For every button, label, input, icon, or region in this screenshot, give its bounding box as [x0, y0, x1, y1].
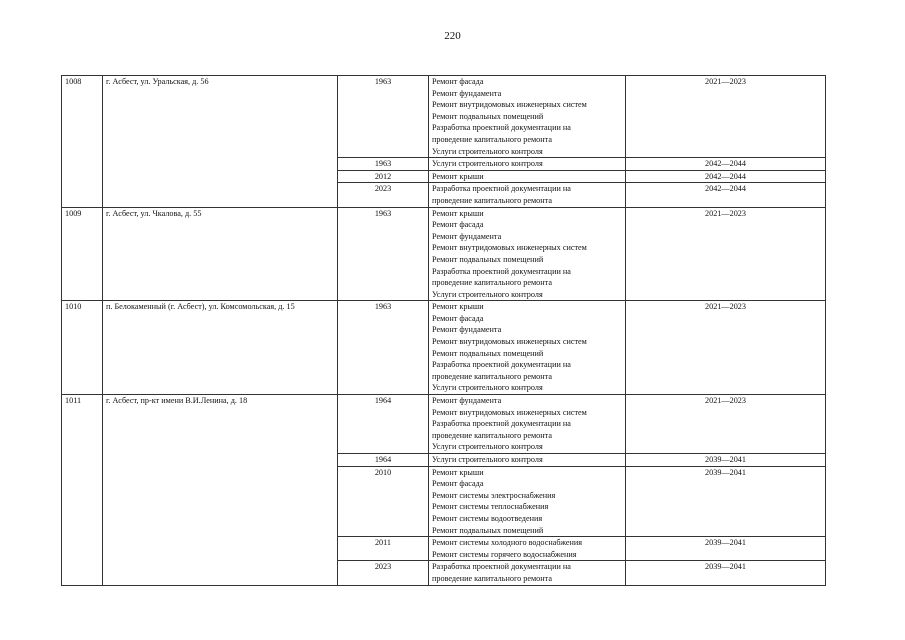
work-item: Разработка проектной документации на	[432, 123, 571, 133]
year-cell: 2012	[338, 170, 429, 183]
work-item: Ремонт внутридомовых инженерных систем	[432, 337, 587, 347]
year-cell: 1963	[338, 76, 429, 158]
year-cell: 2011	[338, 537, 429, 561]
work-item: Ремонт внутридомовых инженерных систем	[432, 100, 587, 110]
work-item: проведение капитального ремонта	[432, 371, 552, 381]
work-item: Ремонт внутридомовых инженерных систем	[432, 243, 587, 253]
work-item: Ремонт фасада	[432, 313, 484, 323]
work-item: Разработка проектной документации на	[432, 266, 571, 276]
works-cell	[429, 207, 626, 301]
work-item: Ремонт фундамента	[432, 88, 502, 98]
work-item: Ремонт внутридомовых инженерных систем	[432, 407, 587, 417]
work-item: Ремонт крыши	[432, 302, 484, 312]
table-row	[62, 76, 826, 158]
period-cell: 2039—2041	[626, 537, 826, 561]
work-item: Ремонт подвальных помещений	[432, 348, 544, 358]
work-item: Ремонт фасада	[432, 220, 484, 230]
work-item: Ремонт системы холодного водоснабжения	[432, 538, 583, 548]
works-cell	[429, 454, 626, 467]
year-cell: 2023	[338, 183, 429, 207]
row-number-cell: 1009	[62, 207, 103, 301]
works-cell	[429, 76, 626, 158]
work-item: проведение капитального ремонта	[432, 278, 552, 288]
address-cell: г. Асбест, ул. Уральская, д. 56	[103, 76, 338, 208]
work-item: Ремонт системы электроснабжения	[432, 490, 556, 500]
address-cell: г. Асбест, ул. Чкалова, д. 55	[103, 207, 338, 301]
work-item: Услуги строительного контроля	[432, 159, 543, 169]
work-item: проведение капитального ремонта	[432, 430, 552, 440]
row-number-cell: 1010	[62, 301, 103, 395]
works-cell	[429, 395, 626, 454]
period-cell: 2042—2044	[626, 183, 826, 207]
table-row	[62, 207, 826, 301]
address-cell: г. Асбест, пр-кт имени В.И.Ленина, д. 18	[103, 395, 338, 586]
works-cell	[429, 561, 626, 585]
works-cell	[429, 183, 626, 207]
year-cell: 1964	[338, 454, 429, 467]
year-cell: 2010	[338, 466, 429, 537]
work-item: Ремонт фундамента	[432, 325, 502, 335]
work-item: Разработка проектной документации на	[432, 184, 571, 194]
works-cell	[429, 466, 626, 537]
work-item: Разработка проектной документации на	[432, 562, 571, 572]
period-cell: 2039—2041	[626, 561, 826, 585]
page-number: 220	[444, 30, 461, 42]
work-item: Ремонт фасада	[432, 77, 484, 86]
works-cell	[429, 170, 626, 183]
work-item: Ремонт подвальных помещений	[432, 254, 544, 264]
work-item: Ремонт подвальных помещений	[432, 525, 544, 535]
work-item: Ремонт подвальных помещений	[432, 111, 544, 121]
period-cell: 2021—2023	[626, 76, 826, 158]
work-item: Услуги строительного контроля	[432, 442, 543, 452]
work-item: Ремонт фундамента	[432, 396, 502, 406]
row-number-cell: 1008	[62, 76, 103, 208]
year-cell: 2023	[338, 561, 429, 585]
work-item: Ремонт системы водоотведения	[432, 513, 543, 523]
work-item: Услуги строительного контроля	[432, 455, 543, 464]
work-item: Разработка проектной документации на	[432, 419, 571, 429]
work-item: Ремонт системы теплоснабжения	[432, 502, 549, 512]
year-cell: 1963	[338, 158, 429, 171]
work-item: Разработка проектной документации на	[432, 360, 571, 370]
work-item: Ремонт системы горячего водоснабжения	[432, 549, 577, 559]
work-item: Ремонт фасада	[432, 479, 484, 489]
period-cell: 2021—2023	[626, 395, 826, 454]
period-cell: 2039—2041	[626, 454, 826, 467]
period-cell: 2039—2041	[626, 466, 826, 537]
works-cell	[429, 158, 626, 171]
table-row	[62, 301, 826, 395]
work-item: проведение капитального ремонта	[432, 195, 552, 205]
works-cell	[429, 301, 626, 395]
work-item: Ремонт фундамента	[432, 231, 502, 241]
work-item: Ремонт крыши	[432, 171, 484, 181]
period-cell: 2042—2044	[626, 158, 826, 171]
work-item: Ремонт крыши	[432, 208, 484, 218]
work-item: Услуги строительного контроля	[432, 289, 543, 299]
period-cell: 2042—2044	[626, 170, 826, 183]
work-item: Ремонт крыши	[432, 467, 484, 477]
year-cell: 1963	[338, 207, 429, 301]
works-cell	[429, 537, 626, 561]
work-item: проведение капитального ремонта	[432, 134, 552, 144]
row-number-cell: 1011	[62, 395, 103, 586]
work-item: Услуги строительного контроля	[432, 383, 543, 393]
year-cell: 1964	[338, 395, 429, 454]
work-item: проведение капитального ремонта	[432, 573, 552, 583]
table-row	[62, 395, 826, 454]
address-cell: п. Белокаменный (г. Асбест), ул. Комсомольская, д. 15	[103, 301, 338, 395]
year-cell: 1963	[338, 301, 429, 395]
repair-schedule-table	[61, 75, 826, 586]
period-cell: 2021—2023	[626, 207, 826, 301]
work-item: Услуги строительного контроля	[432, 146, 543, 156]
period-cell: 2021—2023	[626, 301, 826, 395]
repair-schedule-body	[62, 76, 826, 586]
